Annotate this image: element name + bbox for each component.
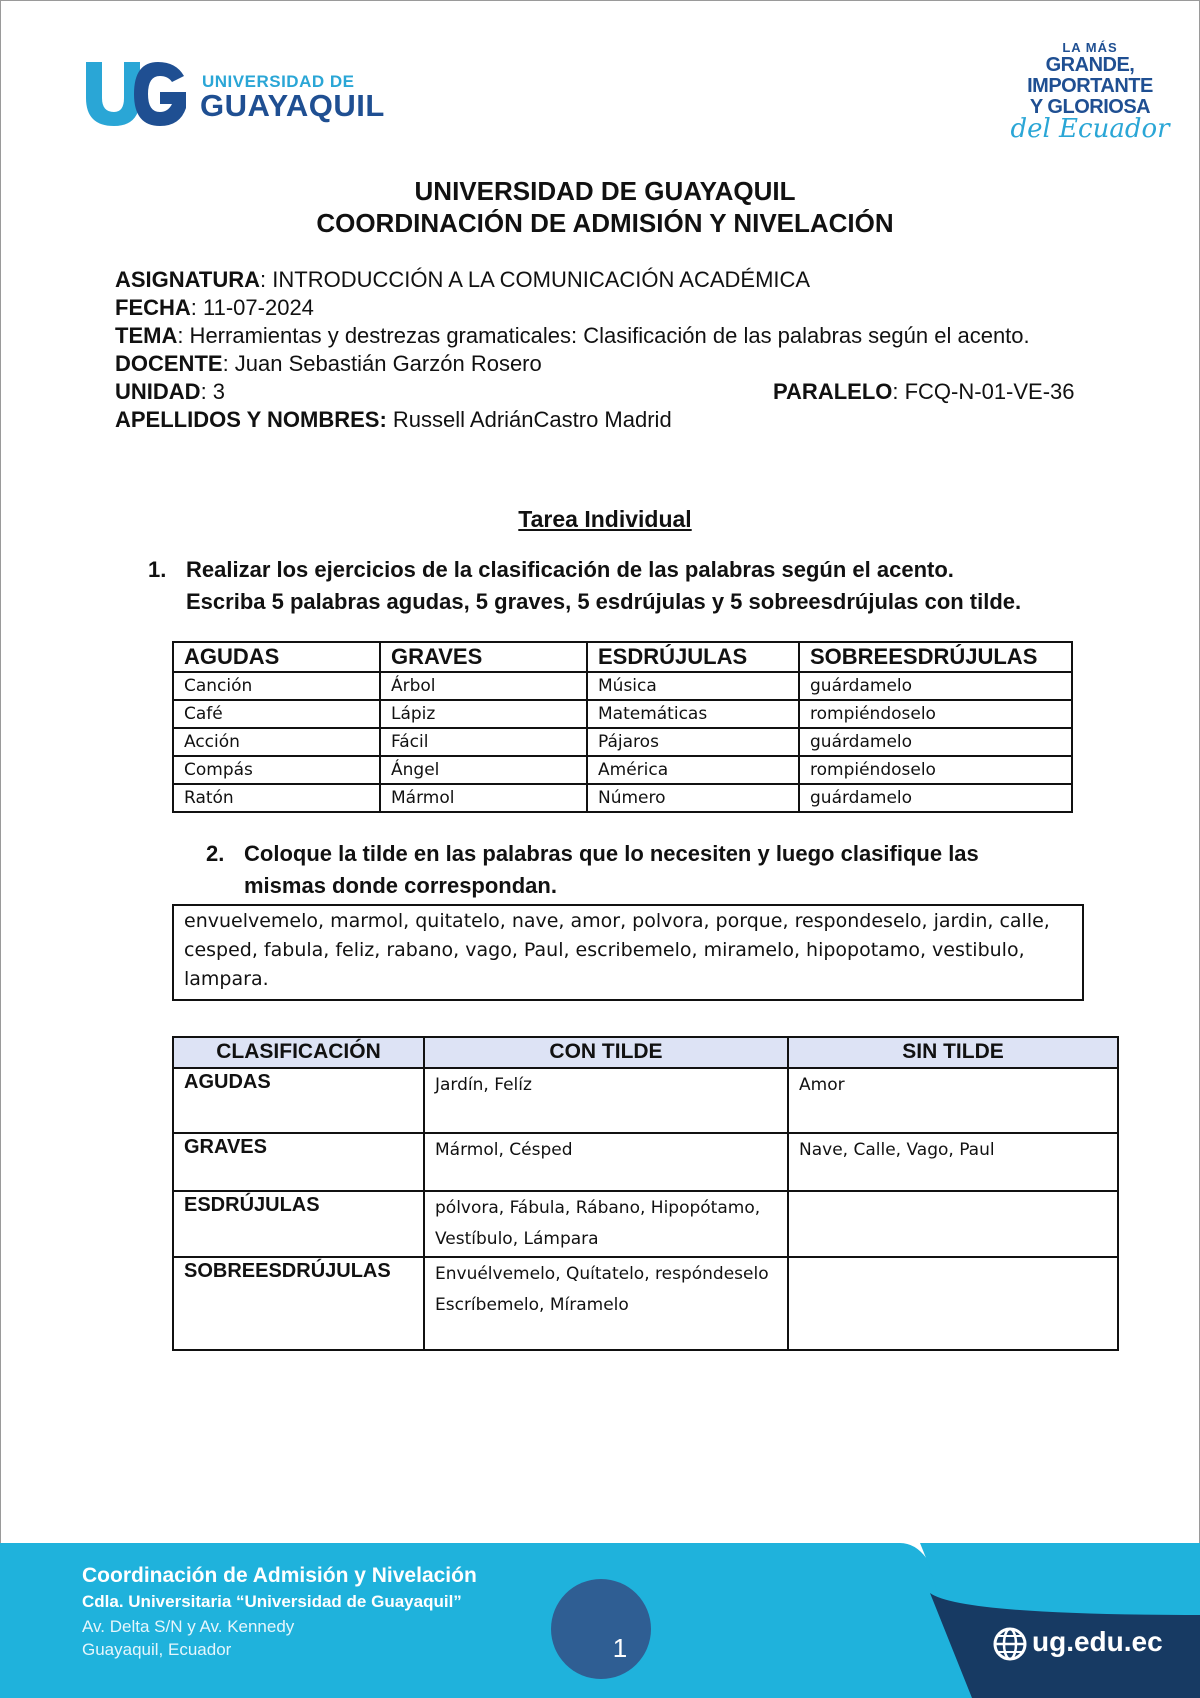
question-1-number: 1. bbox=[148, 557, 167, 582]
header-agudas: AGUDAS bbox=[173, 642, 380, 672]
meta-asignatura bbox=[115, 266, 810, 294]
meta-docente bbox=[115, 350, 542, 378]
con-tilde-line: Vestíbulo, Lámpara bbox=[435, 1229, 599, 1249]
question-1-line2: Escriba 5 palabras agudas, 5 graves, 5 esdrújulas y 5 sobreesdrújulas con tilde. bbox=[186, 589, 1022, 614]
class-label: SOBREESDRÚJULAS bbox=[173, 1257, 424, 1350]
table-row bbox=[173, 1257, 1118, 1350]
table-cell: Canción bbox=[173, 672, 380, 700]
ug-logo-line2: GUAYAQUIL bbox=[200, 88, 385, 123]
website-link[interactable]: ug.edu.ec bbox=[1032, 1626, 1163, 1657]
header-sobreesdrujulas: SOBREESDRÚJULAS bbox=[799, 642, 1072, 672]
sin-tilde-cell bbox=[788, 1191, 1118, 1257]
question-2-line2: mismas donde correspondan. bbox=[244, 873, 557, 898]
fecha-value: : 11-07-2024 bbox=[190, 295, 314, 320]
table-cell: Música bbox=[587, 672, 799, 700]
table-row bbox=[173, 756, 1072, 784]
table-cell: Ratón bbox=[173, 784, 380, 812]
paralelo-label: PARALELO bbox=[773, 379, 893, 404]
class-label: AGUDAS bbox=[173, 1068, 424, 1133]
word-list-box: envuelvemelo, marmol, quitatelo, nave, amor, polvora, porque, respondeselo, jardin, calle, cesped, fabula, feliz, rabano, vago, Paul, escribemelo, miramelo, hipopotamo, vestibulo, lampara. bbox=[172, 904, 1084, 1001]
table-cell: guárdamelo bbox=[799, 784, 1072, 812]
question-2-line1: Coloque la tilde en las palabras que lo necesiten y luego clasifique las bbox=[244, 841, 979, 866]
table-row bbox=[173, 672, 1072, 700]
table-cell: rompiéndoselo bbox=[799, 756, 1072, 784]
sin-tilde-cell bbox=[788, 1257, 1118, 1350]
fecha-label: FECHA bbox=[115, 295, 191, 320]
con-tilde-cell bbox=[424, 1257, 788, 1350]
document-subtitle: COORDINACIÓN DE ADMISIÓN Y NIVELACIÓN bbox=[316, 208, 894, 238]
accent-words-table bbox=[172, 641, 1073, 813]
badge-line1: LA MÁS bbox=[1062, 40, 1118, 55]
table-cell: Pájaros bbox=[587, 728, 799, 756]
page-number-circle bbox=[550, 1578, 652, 1680]
con-tilde-cell bbox=[424, 1068, 788, 1133]
sin-tilde-cell: Nave, Calle, Vago, Paul bbox=[788, 1133, 1118, 1191]
header-con-tilde: CON TILDE bbox=[424, 1037, 788, 1068]
unidad-label: UNIDAD bbox=[115, 379, 201, 404]
table-cell: Fácil bbox=[380, 728, 587, 756]
table-cell: Compás bbox=[173, 756, 380, 784]
table-cell: Ángel bbox=[380, 756, 587, 784]
table-cell: Número bbox=[587, 784, 799, 812]
docente-value: : Juan Sebastián Garzón Rosero bbox=[222, 351, 542, 376]
table-cell: Café bbox=[173, 700, 380, 728]
header-esdrujulas: ESDRÚJULAS bbox=[587, 642, 799, 672]
table-row bbox=[173, 1191, 1118, 1257]
header-graves: GRAVES bbox=[380, 642, 587, 672]
badge-line4: Y GLORIOSA bbox=[1029, 96, 1151, 118]
la-mas-grande-badge bbox=[1010, 40, 1170, 150]
asignatura-value: : INTRODUCCIÓN A LA COMUNICACIÓN ACADÉMICA bbox=[260, 267, 811, 292]
table-row bbox=[173, 728, 1072, 756]
table-header-row bbox=[173, 642, 1072, 672]
meta-apellidos bbox=[115, 406, 672, 434]
tema-value: : Herramientas y destrezas gramaticales: Clasificación de las palabras según el acento. bbox=[177, 323, 1030, 348]
class-label: ESDRÚJULAS bbox=[173, 1191, 424, 1257]
question-2-number: 2. bbox=[206, 841, 225, 866]
con-tilde-cell bbox=[424, 1191, 788, 1257]
footer-line1: Coordinación de Admisión y Nivelación bbox=[82, 1564, 477, 1587]
meta-unidad bbox=[115, 378, 225, 406]
ug-logo-mark-icon bbox=[80, 58, 192, 130]
table-cell: Lápiz bbox=[380, 700, 587, 728]
table-cell: Árbol bbox=[380, 672, 587, 700]
meta-paralelo bbox=[773, 378, 1075, 406]
ug-logo-line1: UNIVERSIDAD DE bbox=[202, 72, 355, 91]
table-cell: América bbox=[587, 756, 799, 784]
class-label: GRAVES bbox=[173, 1133, 424, 1191]
table-row bbox=[173, 1068, 1118, 1133]
tema-label: TEMA bbox=[115, 323, 178, 348]
table-row bbox=[173, 1133, 1118, 1191]
badge-line3: IMPORTANTE bbox=[1027, 75, 1153, 97]
meta-tema bbox=[115, 322, 1030, 350]
apellidos-label: APELLIDOS Y NOMBRES: bbox=[115, 407, 387, 432]
badge-line2: GRANDE, bbox=[1045, 54, 1135, 76]
table-row bbox=[173, 784, 1072, 812]
asignatura-label: ASIGNATURA bbox=[115, 267, 261, 292]
docente-label: DOCENTE bbox=[115, 351, 223, 376]
footer-line2: Cdla. Universitaria “Universidad de Guayaquil” bbox=[82, 1592, 462, 1611]
con-tilde-line: Envuélvemelo, Quítatelo, respóndeselo bbox=[435, 1264, 769, 1284]
con-tilde-line: pólvora, Fábula, Rábano, Hipopótamo, bbox=[435, 1198, 761, 1218]
con-tilde-cell bbox=[424, 1133, 788, 1191]
footer-line4: Guayaquil, Ecuador bbox=[82, 1640, 232, 1659]
table-cell: Mármol bbox=[380, 784, 587, 812]
footer-line3: Av. Delta S/N y Av. Kennedy bbox=[82, 1617, 295, 1636]
ug-logo bbox=[80, 58, 385, 132]
con-tilde-line: Jardín, Felíz bbox=[435, 1075, 532, 1095]
table-row bbox=[173, 700, 1072, 728]
paralelo-value: : FCQ-N-01-VE-36 bbox=[892, 379, 1075, 404]
classification-table bbox=[172, 1036, 1119, 1351]
unidad-value: : 3 bbox=[200, 379, 226, 404]
table-cell: Matemáticas bbox=[587, 700, 799, 728]
table-cell: guárdamelo bbox=[799, 728, 1072, 756]
globe-icon bbox=[993, 1627, 1027, 1661]
badge-script: del Ecuador bbox=[1010, 114, 1170, 144]
header-sin-tilde: SIN TILDE bbox=[788, 1037, 1118, 1068]
tarea-title: Tarea Individual bbox=[518, 506, 692, 532]
con-tilde-line: Escríbemelo, Míramelo bbox=[435, 1295, 629, 1315]
apellidos-value: Russell AdriánCastro Madrid bbox=[386, 407, 672, 432]
sin-tilde-cell: Amor bbox=[788, 1068, 1118, 1133]
meta-fecha bbox=[115, 294, 314, 322]
header-clasificacion: CLASIFICACIÓN bbox=[173, 1037, 424, 1068]
table-cell: Acción bbox=[173, 728, 380, 756]
document-title: UNIVERSIDAD DE GUAYAQUIL bbox=[414, 176, 796, 206]
table-cell: rompiéndoselo bbox=[799, 700, 1072, 728]
table-header-row bbox=[173, 1037, 1118, 1068]
question-1-line1: Realizar los ejercicios de la clasificación de las palabras según el acento. bbox=[186, 557, 954, 582]
con-tilde-line: Mármol, Césped bbox=[435, 1140, 573, 1160]
table-cell: guárdamelo bbox=[799, 672, 1072, 700]
page-number: 1 bbox=[612, 1633, 628, 1663]
